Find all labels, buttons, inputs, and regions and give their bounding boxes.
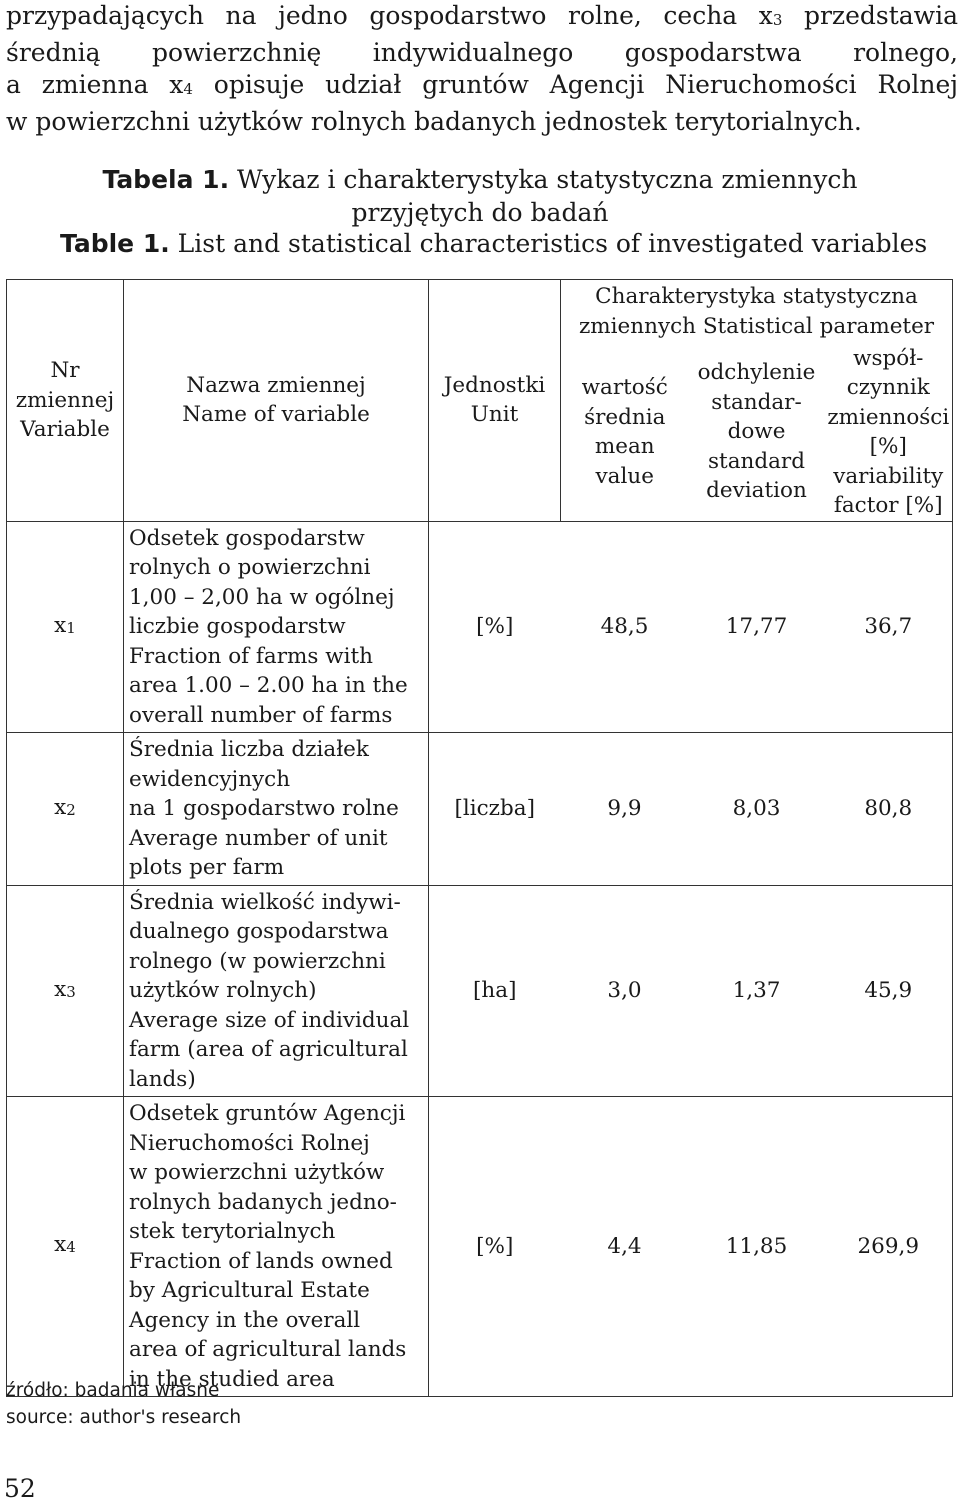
cell-unit: [%]: [429, 521, 561, 733]
caption-pl-label: Tabela 1.: [102, 165, 230, 194]
caption-en-label: Table 1.: [60, 229, 170, 258]
text-line: Average number of unit: [129, 825, 388, 851]
table-row: [7, 733, 953, 886]
text-line: Średnia liczba działek: [129, 737, 369, 762]
text-line: factor [%]: [833, 493, 943, 518]
caption-en: [60, 228, 927, 260]
cell-name: [124, 885, 429, 1097]
text-line: Variable: [20, 417, 110, 442]
source-note-en: source: author's research: [6, 1407, 242, 1428]
header-name-lines: [124, 371, 428, 430]
text-line: zmiennej: [15, 387, 115, 413]
variable-symbol: x: [54, 794, 67, 820]
intro-line: średnią powierzchnię indywidualnego gospodarstwa rolnego,: [6, 37, 958, 67]
cell-sd: 1,37: [689, 885, 825, 1097]
text-line: lands): [129, 1066, 196, 1092]
intro-paragraph: [6, 0, 958, 138]
intro-text: a zmienna x: [6, 70, 184, 99]
header-variable: [7, 280, 124, 522]
header-name: [124, 280, 429, 522]
text-line: stek terytorialnych: [129, 1219, 336, 1244]
cell-cv: 45,9: [825, 885, 953, 1097]
variable-symbol: x: [54, 976, 67, 1002]
text-line: area 1.00 – 2.00 ha in the: [129, 673, 408, 698]
cell-mean: 4,4: [561, 1097, 689, 1397]
intro-text: przedstawia: [782, 1, 958, 30]
text-line: Odsetek gruntów Agencji: [129, 1101, 406, 1126]
cell-variable: [7, 1097, 124, 1397]
text-line: farm (area of agricultural: [129, 1037, 408, 1062]
text-line: Fraction of lands owned: [129, 1248, 393, 1274]
text-line: mean: [594, 434, 655, 459]
text-line: liczbie gospodarstw: [129, 614, 346, 639]
text-line: by Agricultural Estate: [129, 1278, 370, 1303]
intro-text: opisuje udział gruntów Agencji Nieruchomości Rolnej: [192, 70, 958, 99]
text-line: standard: [708, 448, 805, 474]
variable-name-lines: [129, 735, 428, 883]
text-line: wartość: [581, 375, 668, 400]
cell-variable: [7, 885, 124, 1097]
header-group-lines: [561, 282, 952, 341]
header-cv: [825, 344, 953, 522]
cell-cv: 80,8: [825, 733, 953, 886]
text-line: Odsetek gospodarstw: [129, 525, 365, 551]
intro-line: w powierzchni użytków rolnych badanych jednostek terytorialnych.: [6, 106, 862, 136]
header-mean: [561, 344, 689, 522]
header-statistics-group: [561, 280, 953, 344]
page-number: 52: [4, 1474, 36, 1503]
cell-name: [124, 521, 429, 733]
text-line: zmiennych Statistical parameter: [578, 313, 935, 339]
text-line: Name of variable: [182, 402, 370, 428]
header-cv-lines: [825, 344, 953, 521]
text-line: zmienności: [827, 404, 950, 430]
cell-mean: 3,0: [561, 885, 689, 1097]
caption-pl-line2: przyjętych do badań: [351, 198, 609, 227]
variable-subscript: 4: [66, 1238, 76, 1257]
text-line: Średnia wielkość indywi-: [129, 889, 401, 915]
caption-en-text: List and statistical characteristics of investigated variables: [169, 229, 928, 258]
text-line: overall number of farms: [129, 702, 393, 728]
statistics-table: [6, 279, 953, 1397]
caption-pl-text: Wykaz i charakterystyka statystyczna zmiennych: [229, 165, 858, 194]
text-line: deviation: [706, 478, 807, 504]
cell-variable: [7, 733, 124, 886]
variable-subscript: 1: [66, 618, 76, 637]
header-variable-lines: [7, 356, 123, 445]
text-line: Nr: [50, 358, 80, 383]
text-line: variability: [833, 463, 944, 489]
cell-cv: 36,7: [825, 521, 953, 733]
intro-text: przypadających na jedno gospodarstwo rolne, cecha x: [6, 1, 773, 30]
variable-name-lines: [129, 524, 428, 731]
text-line: Jednostki: [443, 372, 546, 398]
text-line: Nieruchomości Rolnej: [129, 1130, 370, 1156]
text-line: rolnych badanych jedno-: [129, 1189, 397, 1215]
intro-line: [6, 69, 958, 106]
variable-symbol: x: [54, 1232, 67, 1258]
table-row: [7, 885, 953, 1097]
intro-subscript: 3: [772, 11, 783, 29]
source-note: [6, 1377, 241, 1431]
text-line: plots per farm: [129, 855, 285, 880]
intro-line: [6, 0, 958, 37]
header-unit: [429, 280, 561, 522]
cell-unit: [%]: [429, 1097, 561, 1397]
text-line: [%]: [869, 434, 907, 459]
header-unit-lines: [429, 371, 560, 430]
variable-name-lines: [129, 1099, 428, 1394]
table-row: [7, 521, 953, 733]
variable-subscript: 3: [66, 982, 76, 1001]
variable-subscript: 2: [66, 800, 76, 819]
text-line: dualnego gospodarstwa: [129, 919, 389, 944]
cell-mean: 48,5: [561, 521, 689, 733]
text-line: Charakterystyka statystyczna: [595, 284, 918, 310]
text-line: na 1 gospodarstwo rolne: [129, 796, 399, 821]
text-line: Average size of individual: [129, 1007, 410, 1033]
text-line: area of agricultural lands: [129, 1337, 407, 1362]
source-note-pl: źródło: badania własne: [6, 1380, 220, 1401]
cell-unit: [liczba]: [429, 733, 561, 886]
variable-symbol: x: [54, 612, 67, 638]
cell-variable: [7, 521, 124, 733]
text-line: rolnego (w powierzchni: [129, 948, 386, 974]
text-line: współ-: [853, 345, 924, 371]
text-line: Unit: [470, 402, 519, 428]
cell-name: [124, 1097, 429, 1397]
text-line: użytków rolnych): [129, 978, 317, 1003]
header-mean-lines: [561, 373, 689, 491]
text-line: rolnych o powierzchni: [129, 555, 371, 580]
cell-sd: 8,03: [689, 733, 825, 886]
text-line: Agency in the overall: [129, 1307, 361, 1333]
caption-pl-line1: [0, 164, 960, 196]
cell-sd: 17,77: [689, 521, 825, 733]
text-line: 1,00 – 2,00 ha w ogólnej: [129, 584, 395, 610]
intro-subscript: 4: [183, 80, 193, 98]
variable-name-lines: [129, 888, 428, 1095]
cell-cv: 269,9: [825, 1097, 953, 1397]
text-line: in the studied area: [129, 1366, 335, 1392]
header-sd: [689, 344, 825, 522]
text-line: średnia: [584, 404, 666, 430]
table-row: [7, 1097, 953, 1397]
header-sd-lines: [689, 358, 825, 506]
cell-name: [124, 733, 429, 886]
text-line: odchylenie: [697, 360, 816, 386]
text-line: czynnik: [846, 375, 930, 400]
cell-unit: [ha]: [429, 885, 561, 1097]
text-line: value: [595, 463, 654, 489]
text-line: standar-: [711, 389, 802, 415]
cell-sd: 11,85: [689, 1097, 825, 1397]
text-line: Fraction of farms with: [129, 643, 374, 669]
cell-mean: 9,9: [561, 733, 689, 886]
text-line: dowe: [727, 419, 786, 445]
text-line: Nazwa zmiennej: [186, 372, 366, 398]
text-line: ewidencyjnych: [129, 766, 291, 792]
text-line: w powierzchni użytków: [129, 1160, 385, 1185]
